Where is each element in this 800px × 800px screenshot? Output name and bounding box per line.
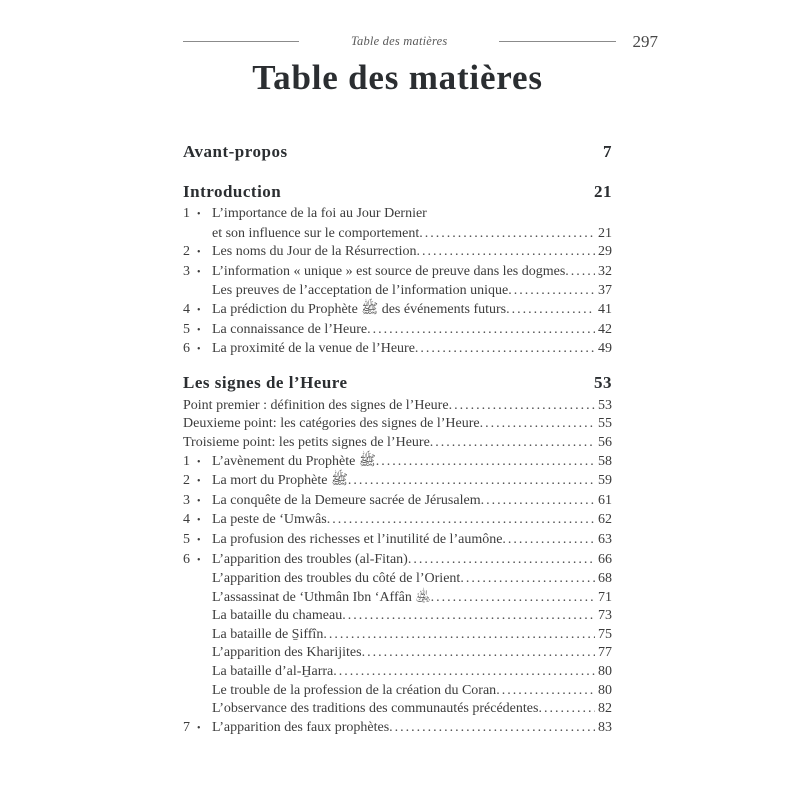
toc-section-introduction <box>183 181 612 202</box>
entry-label: L’assassinat de ‘Uthmân Ibn ‘Affân ﵁ <box>212 589 431 605</box>
dot-leader <box>342 607 595 626</box>
dot-leader <box>389 719 595 738</box>
entry-label: Le trouble de la profession de la création du Coran <box>212 682 497 698</box>
toc-entry <box>183 321 612 341</box>
entry-number: 4 <box>183 301 190 317</box>
dot-leader <box>496 682 595 701</box>
toc-section-heading: Introduction <box>183 182 282 201</box>
bullet-separator: • <box>197 495 201 507</box>
entry-page: 21 <box>598 225 612 241</box>
bullet-separator: • <box>197 324 201 336</box>
toc-subentry <box>183 700 612 719</box>
bullet-separator: • <box>197 476 201 488</box>
entry-number: 5 <box>183 531 190 547</box>
toc-section-signes <box>183 372 612 393</box>
folio-page-number: 297 <box>632 32 658 51</box>
entry-label: Les noms du Jour de la Résurrection <box>212 244 417 260</box>
dot-leader <box>415 340 595 359</box>
toc-entry <box>183 263 612 283</box>
entry-label: L’importance de la foi au Jour Dernier <box>212 206 427 221</box>
dot-leader <box>481 492 595 511</box>
entry-label: La bataille du chameau <box>212 608 343 624</box>
toc-subentry <box>183 607 612 626</box>
entry-page: 41 <box>598 301 612 317</box>
entry-page: 55 <box>598 416 612 432</box>
entry-label: Point premier : définition des signes de l’Heure <box>183 397 449 413</box>
bullet-separator: • <box>197 534 201 546</box>
dot-leader <box>348 472 595 491</box>
toc-entry <box>183 205 612 225</box>
toc-subentry <box>183 663 612 682</box>
dot-leader <box>506 301 595 320</box>
entry-label: La proximité de la venue de l’Heure <box>212 341 415 357</box>
entry-page: 63 <box>598 531 612 547</box>
bullet-separator: • <box>197 515 201 527</box>
entry-label: Les preuves de l’acceptation de l’information unique <box>212 283 509 299</box>
entry-page: 66 <box>598 551 612 567</box>
toc-entry <box>183 397 612 416</box>
entry-label: L’apparition des faux prophètes <box>212 719 390 735</box>
entry-page: 61 <box>598 492 612 508</box>
toc-entry <box>183 492 612 512</box>
bullet-separator: • <box>197 344 201 356</box>
entry-page: 68 <box>598 571 612 587</box>
entry-number: 1 <box>183 453 190 469</box>
entry-number: 2 <box>183 473 190 489</box>
entry-label: Troisieme point: les petits signes de l’Heure <box>183 434 430 450</box>
entry-label: La profusion des richesses et l’inutilité de l’aumône <box>212 531 503 547</box>
entry-label: L’apparition des Kharijites <box>212 645 362 661</box>
toc-entry <box>183 434 612 453</box>
entry-page: 42 <box>598 321 612 337</box>
entry-page: 37 <box>598 283 612 299</box>
dot-leader <box>419 225 595 244</box>
dot-leader <box>480 415 595 434</box>
toc-subentry <box>183 644 612 663</box>
dot-leader <box>408 551 595 570</box>
entry-number: 6 <box>183 341 190 357</box>
entry-page: 62 <box>598 512 612 528</box>
entry-page: 32 <box>598 263 612 279</box>
entry-label: L’observance des traditions des communautés précédentes <box>212 701 539 717</box>
bullet-separator: • <box>197 554 201 566</box>
entry-number: 2 <box>183 244 190 260</box>
toc-subentry <box>183 626 612 645</box>
entry-page: 49 <box>598 341 612 357</box>
toc-subentry <box>183 282 612 301</box>
entry-label: La mort du Prophète ﷺ <box>212 473 348 489</box>
entry-label: La prédiction du Prophète ﷺ des événements futurs <box>212 301 507 317</box>
entry-label: La peste de ‘Umwâs <box>212 512 327 528</box>
entry-label: L’apparition des troubles (al-Fitan) <box>212 551 408 567</box>
toc-entry <box>183 453 612 473</box>
page-title: Table des matières <box>252 58 543 97</box>
entry-page: 56 <box>598 434 612 450</box>
dot-leader <box>431 589 595 608</box>
dot-leader <box>449 397 595 416</box>
dot-leader <box>508 282 595 301</box>
entry-page: 83 <box>598 719 612 735</box>
toc-section-heading: Les signes de l’Heure <box>183 372 348 392</box>
entry-page: 53 <box>598 397 612 413</box>
toc-section-page: 7 <box>603 142 612 161</box>
entry-label: L’avènement du Prophète ﷺ <box>212 453 376 469</box>
entry-page: 71 <box>598 589 612 605</box>
bullet-separator: • <box>197 209 201 220</box>
dot-leader <box>502 531 595 550</box>
dot-leader <box>538 700 595 719</box>
entry-label: L’information « unique » est source de preuve dans les dogmes <box>212 263 566 279</box>
toc-subentry <box>183 682 612 701</box>
toc-section-page: 53 <box>594 372 612 392</box>
dot-leader <box>327 511 595 530</box>
dot-leader <box>565 263 595 282</box>
header-rule-right <box>499 41 615 42</box>
toc-subentry <box>183 570 612 589</box>
bullet-separator: • <box>197 722 201 734</box>
entry-number: 1 <box>183 206 190 221</box>
toc-entry <box>183 301 612 321</box>
header-rule-left <box>183 41 299 42</box>
entry-label: La conquête de la Demeure sacrée de Jérusalem <box>212 492 481 508</box>
entry-label: Deuxieme point: les catégories des signes de l’Heure <box>183 416 480 432</box>
entry-page: 75 <box>598 626 612 642</box>
dot-leader <box>362 644 595 663</box>
toc-entry <box>183 511 612 531</box>
bullet-separator: • <box>197 247 201 259</box>
toc-section-avant-propos <box>183 141 612 162</box>
toc-entry <box>183 719 612 739</box>
toc-section-heading: Avant-propos <box>183 142 288 161</box>
dot-leader <box>376 453 595 472</box>
toc-entry <box>183 551 612 571</box>
toc-entry <box>183 415 612 434</box>
toc-entry-continuation <box>183 225 612 244</box>
toc-entry <box>183 243 612 263</box>
entry-number: 5 <box>183 321 190 337</box>
toc-entry <box>183 340 612 360</box>
entry-page: 59 <box>598 473 612 489</box>
dot-leader <box>333 663 595 682</box>
entry-label: La bataille de S̱iffîn <box>212 626 324 642</box>
bullet-separator: • <box>197 266 201 278</box>
dot-leader <box>367 321 595 340</box>
entry-label: L’apparition des troubles du côté de l’Orient <box>212 571 461 587</box>
toc-subentry <box>183 589 612 608</box>
bullet-separator: • <box>197 304 201 316</box>
entry-number: 6 <box>183 551 190 567</box>
bullet-separator: • <box>197 456 201 468</box>
dot-leader <box>323 626 595 645</box>
entry-page: 80 <box>598 664 612 680</box>
entry-number: 4 <box>183 512 190 528</box>
entry-page: 58 <box>598 453 612 469</box>
entry-page: 29 <box>598 244 612 260</box>
entry-page: 77 <box>598 645 612 661</box>
table-of-contents <box>183 141 612 738</box>
running-header <box>183 33 658 50</box>
entry-page: 73 <box>598 608 612 624</box>
toc-entry <box>183 531 612 551</box>
entry-number: 7 <box>183 719 190 735</box>
toc-section-page: 21 <box>594 182 612 201</box>
entry-label: La connaissance de l’Heure <box>212 321 368 337</box>
toc-entry <box>183 472 612 492</box>
entry-number: 3 <box>183 492 190 508</box>
entry-number: 3 <box>183 263 190 279</box>
dot-leader <box>430 434 595 453</box>
running-title: Table des matières <box>351 34 448 48</box>
entry-label: La bataille d’al-H̱arra <box>212 664 334 680</box>
entry-page: 80 <box>598 682 612 698</box>
dot-leader <box>417 243 595 262</box>
dot-leader <box>460 570 595 589</box>
entry-page: 82 <box>598 701 612 717</box>
entry-label: et son influence sur le comportement <box>212 225 420 241</box>
